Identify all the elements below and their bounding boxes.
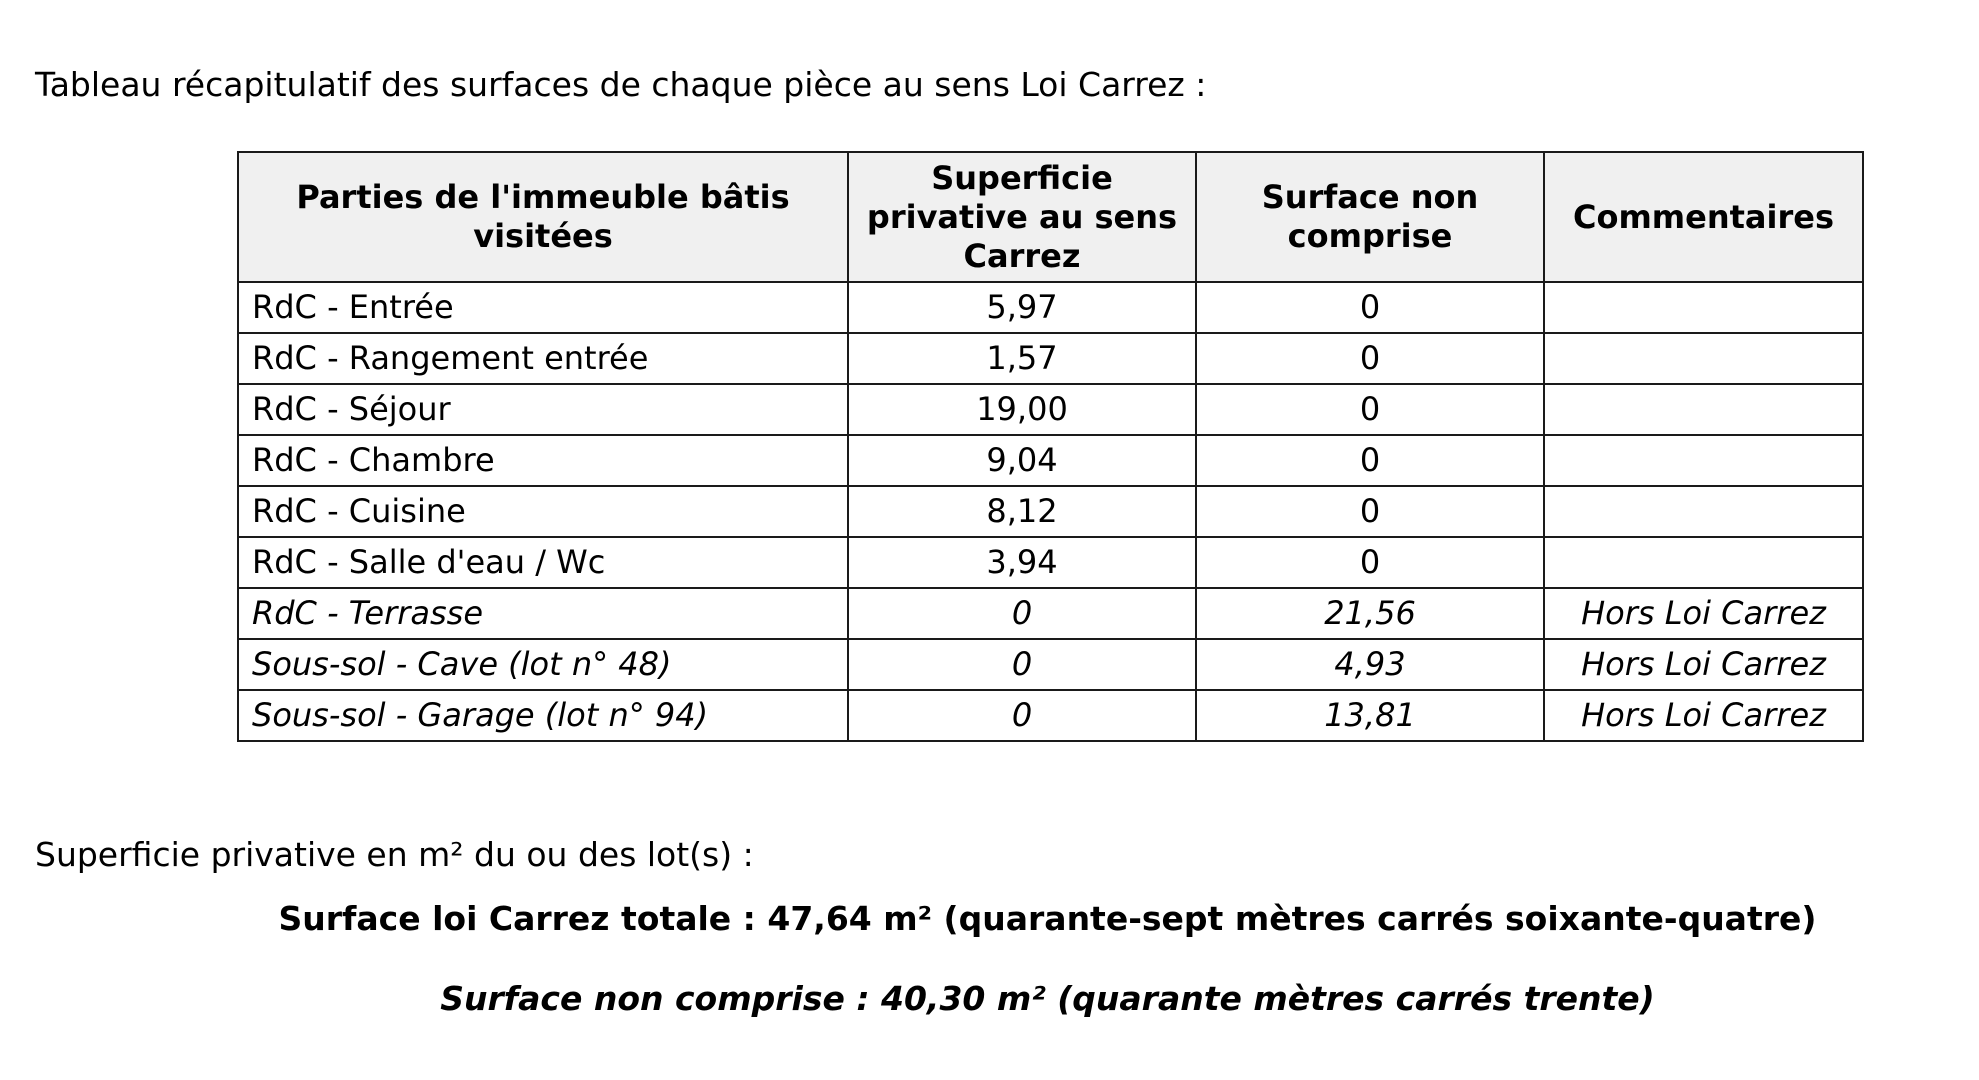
- cell-non-included-area: 13,81: [1196, 690, 1544, 741]
- column-header-non-included-area: Surface non comprise: [1196, 152, 1544, 282]
- cell-comment: [1544, 435, 1863, 486]
- cell-carrez-area: 9,04: [848, 435, 1196, 486]
- cell-part: Sous-sol - Cave (lot n° 48): [238, 639, 848, 690]
- table-row: [238, 333, 1863, 384]
- cell-non-included-area: 21,56: [1196, 588, 1544, 639]
- cell-part: Sous-sol - Garage (lot n° 94): [238, 690, 848, 741]
- cell-carrez-area: 0: [848, 588, 1196, 639]
- cell-carrez-area: 0: [848, 690, 1196, 741]
- table-row: [238, 588, 1863, 639]
- cell-non-included-area: 0: [1196, 486, 1544, 537]
- cell-non-included-area: 0: [1196, 537, 1544, 588]
- table-row: [238, 537, 1863, 588]
- cell-carrez-area: 0: [848, 639, 1196, 690]
- table-row: [238, 384, 1863, 435]
- cell-comment: [1544, 486, 1863, 537]
- cell-comment: [1544, 537, 1863, 588]
- total-non-included-area: Surface non comprise : 40,30 m² (quarante mètres carrés trente): [440, 979, 1655, 1018]
- column-header-comments: Commentaires: [1544, 152, 1863, 282]
- cell-part: RdC - Terrasse: [238, 588, 848, 639]
- table-row: [238, 639, 1863, 690]
- column-header-carrez-area: Superficie privative au sens Carrez: [848, 152, 1196, 282]
- cell-part: RdC - Entrée: [238, 282, 848, 333]
- column-header-parts: Parties de l'immeuble bâtis visitées: [238, 152, 848, 282]
- cell-comment: Hors Loi Carrez: [1544, 588, 1863, 639]
- cell-part: RdC - Chambre: [238, 435, 848, 486]
- table-row: [238, 435, 1863, 486]
- cell-non-included-area: 0: [1196, 333, 1544, 384]
- cell-comment: Hors Loi Carrez: [1544, 690, 1863, 741]
- cell-carrez-area: 1,57: [848, 333, 1196, 384]
- table-row: [238, 486, 1863, 537]
- cell-part: RdC - Cuisine: [238, 486, 848, 537]
- table-row: [238, 282, 1863, 333]
- cell-non-included-area: 0: [1196, 384, 1544, 435]
- cell-comment: [1544, 282, 1863, 333]
- cell-part: RdC - Salle d'eau / Wc: [238, 537, 848, 588]
- cell-carrez-area: 19,00: [848, 384, 1196, 435]
- total-carrez-area: Surface loi Carrez totale : 47,64 m² (quarante-sept mètres carrés soixante-quatre): [278, 899, 1817, 938]
- table-intro-text: Tableau récapitulatif des surfaces de chaque pièce au sens Loi Carrez :: [35, 65, 1207, 104]
- cell-carrez-area: 3,94: [848, 537, 1196, 588]
- cell-comment: Hors Loi Carrez: [1544, 639, 1863, 690]
- cell-carrez-area: 8,12: [848, 486, 1196, 537]
- cell-non-included-area: 4,93: [1196, 639, 1544, 690]
- cell-part: RdC - Séjour: [238, 384, 848, 435]
- summary-label: Superficie privative en m² du ou des lot(s) :: [35, 835, 754, 874]
- cell-comment: [1544, 333, 1863, 384]
- cell-carrez-area: 5,97: [848, 282, 1196, 333]
- table-header-row: [238, 152, 1863, 282]
- cell-non-included-area: 0: [1196, 435, 1544, 486]
- cell-non-included-area: 0: [1196, 282, 1544, 333]
- table-row: [238, 690, 1863, 741]
- cell-comment: [1544, 384, 1863, 435]
- table-body: [238, 282, 1863, 741]
- surfaces-table: [237, 151, 1864, 742]
- cell-part: RdC - Rangement entrée: [238, 333, 848, 384]
